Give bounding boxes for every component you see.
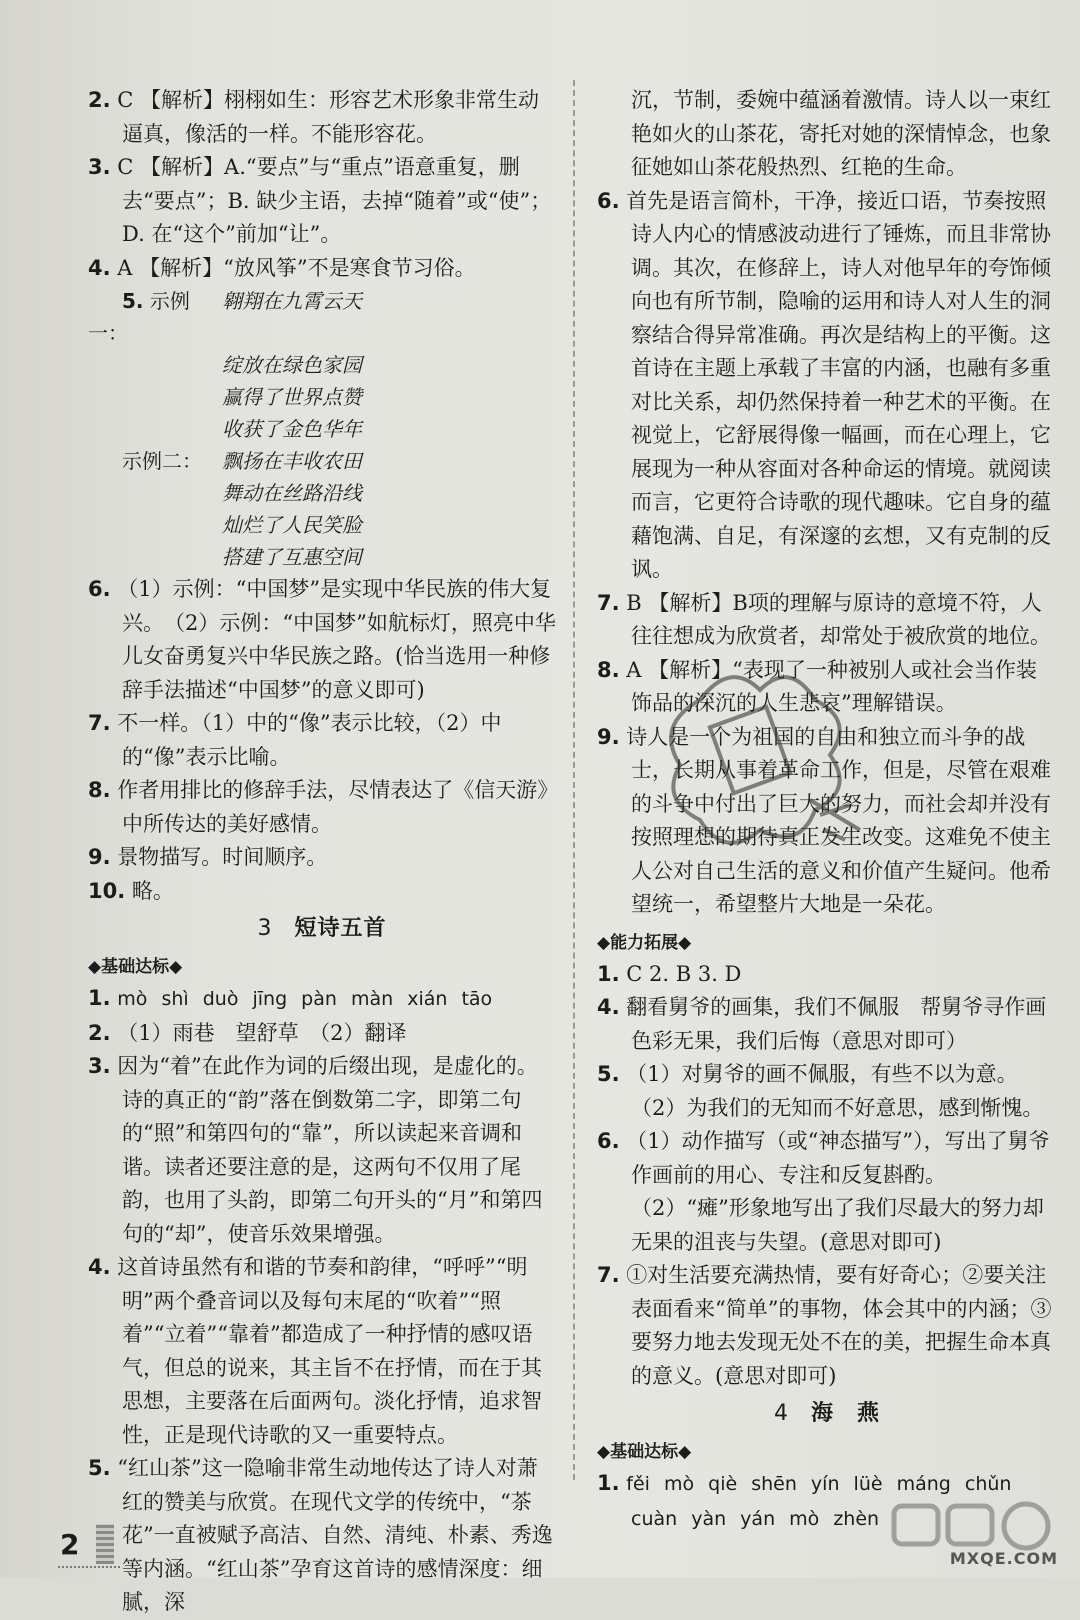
- answer-8: [88, 774, 556, 841]
- answer-number: 9.: [597, 724, 620, 749]
- poem-line: 绽放在绿色家园: [222, 353, 362, 377]
- answer-10: [88, 875, 556, 909]
- example2-label: 示例二：: [122, 449, 202, 473]
- answer-text: 作者用排比的修辞手法，尽情表达了《信天游》中所传达的美好感情。: [117, 778, 548, 836]
- example1-label: [88, 285, 222, 349]
- continued-answer-5: 沉，节制，委婉中蕴涵着激情。诗人以一束红艳如火的山茶花，寄托对她的深情悼念，也象征她如山茶花般热烈、红艳的生命。: [631, 88, 1051, 179]
- answer-number: 4.: [88, 255, 111, 280]
- answer-number: 10.: [88, 878, 126, 903]
- answer-number: 3.: [88, 1054, 111, 1078]
- section-title-3: [88, 914, 556, 944]
- answer-6: [88, 573, 556, 707]
- watermark-text: MXQE.COM: [949, 1549, 1058, 1568]
- answer-number: 5.: [122, 289, 144, 313]
- answer-number: 1.: [597, 1471, 620, 1495]
- basic-answer-4: [88, 1251, 556, 1452]
- answer-text: 这首诗虽然有和谐的节奏和韵律，“呼呼”“明明”两个叠音词以及每句末尾的“吹着”“照着”“立着”“靠着”都造成了一种抒情的感叹语气，但总的说来，其主旨不在抒情，而在于其思想，主要落在后面两句。淡化抒情，追求智性，正是现代诗歌的又一重要特点。: [117, 1255, 542, 1447]
- watermark-logo: [886, 1500, 1066, 1572]
- pinyin-text: cuàn yàn yán mò zhèn: [631, 1507, 880, 1530]
- ink-stamp-icon: [640, 640, 880, 870]
- answer-text: 诗人是一个为祖国的自由和独立而斗争的战士，长期从事着革命工作，但是，尽管在艰难的斗争中付出了巨大的努力，而社会却并没有按照理想的期待真正发生改变。这难免不使主人公对自己生活的意义和价值产生疑问。他希望统一，希望整片大地是一朵花。: [626, 724, 1051, 916]
- answer-number: 1.: [88, 986, 111, 1010]
- ability-section-heading: ◆能力拓展◆: [597, 932, 692, 953]
- answer-number: 7.: [88, 711, 111, 735]
- answer-text: （1）动作描写（或“神态描写”），写出了舅爷作画前的用心、专注和反复斟酌。 （2）“瘫”形象地写出了我们尽最大的努力却无果的沮丧与失望。(意思对即可): [626, 1129, 1050, 1254]
- example-label-text: 示例一：: [88, 289, 190, 345]
- answer-6-right: [597, 185, 1057, 587]
- basic-section-heading: ◆基础达标◆: [88, 957, 183, 977]
- answer-text: 首先是语言简朴，干净，接近口语，节奏按照诗人内心的情感波动进行了锤炼，而且非常协调。其次，在修辞上，诗人对他早年的夸饰倾向也有所节制，隐喻的运用和诗人对人生的洞察结合得异常准确。再次是结构上的平衡。这首诗在主题上承载了丰富的内涵，也融有多重对比关系，却仍然保持着一种艺术的平衡。在视觉上，它舒展得像一幅画，而在心理上，它展现为一种从容面对各种命运的情境。就阅读而言，它更符合诗歌的现代趣味。它自身的蕴藉饱满、自足，有深邃的玄想，又有克制的反讽。: [626, 188, 1051, 581]
- poem-line: 搭建了互惠空间: [222, 545, 362, 569]
- pinyin-text: fěi mò qiè shēn yín lüè máng chǔn: [626, 1473, 1012, 1495]
- basic-section-heading-4: ◆基础达标◆: [597, 1442, 692, 1462]
- page-number: 2: [60, 1528, 80, 1561]
- answer-number: 4.: [597, 995, 620, 1019]
- answer-number: 7.: [597, 1263, 620, 1287]
- basic-answer-1: [88, 982, 556, 1017]
- poem-line: 飘扬在丰收农田: [222, 449, 362, 473]
- answer-text: 略。: [131, 878, 174, 903]
- haiyan-answer-1: [597, 1467, 1057, 1502]
- answer-text: ①对生活要充满热情，要有好奇心；②要关注表面看来“简单”的事物，体会其中的内涵；③要努力地去发现无处不在的美，把握生命本真的意义。(意思对即可): [626, 1263, 1052, 1388]
- ability-answer-7: [597, 1259, 1057, 1393]
- answer-3: [88, 151, 556, 252]
- basic-answer-3: [88, 1050, 556, 1251]
- answer-number: 6.: [597, 1129, 620, 1153]
- ability-answer-6: [597, 1125, 1057, 1259]
- answer-number: 9.: [88, 845, 111, 869]
- section-name: 短诗五首: [294, 916, 387, 941]
- answer-number: 3.: [88, 155, 111, 179]
- answer-text: 景物描写。时间顺序。: [117, 845, 328, 869]
- answer-number: 1.: [597, 961, 620, 986]
- answer-2: [88, 84, 556, 151]
- answer-text: 翻看舅爷的画集，我们不佩服 帮舅爷寻作画色彩无果，我们后悔（意思对即可）: [626, 995, 1047, 1053]
- answer-number: 4.: [88, 1255, 111, 1279]
- ability-answer-4: [597, 991, 1057, 1058]
- section-number: 4: [773, 1401, 789, 1426]
- answer-text: C 【解析】A.“要点”与“重点”语意重复，删去“要点”；B. 缺少主语，去掉“随着”或“使”；D. 在“这个”前加“让”。: [117, 155, 552, 246]
- answer-number: 5.: [88, 1456, 111, 1480]
- ability-answer-1: [597, 958, 1057, 992]
- answer-text: B 【解析】B项的理解与原诗的意境不符，人往往想成为欣赏者，却常处于被欣赏的地位。: [626, 590, 1051, 648]
- answer-number: 6.: [597, 188, 620, 213]
- answer-text: （1）雨巷 望舒草 （2）翻译: [117, 1020, 407, 1045]
- answer-number: 2.: [88, 1020, 111, 1045]
- answer-9: [88, 841, 556, 875]
- answer-text: 因为“着”在此作为词的后缀出现，是虚化的。诗的真正的“韵”落在倒数第二字，即第二句的“照”和第四句的“靠”，所以读起来音调和谐。读者还要注意的是，这两句不仅用了尾韵，也用了头韵，即第二句开头的“月”和第四句的“却”，使音乐效果增强。: [117, 1054, 543, 1246]
- answer-7: [88, 707, 556, 774]
- answer-4: [88, 252, 556, 286]
- section-title-4: [597, 1399, 1057, 1429]
- column-divider: [573, 80, 575, 1480]
- answer-text: A 【解析】“放风筝”不是寒食节习俗。: [117, 255, 476, 280]
- answer-number: 2.: [88, 88, 111, 112]
- answer-number: 5.: [597, 1062, 620, 1086]
- poem-line: 灿烂了人民笑脸: [222, 513, 362, 537]
- section-name: 海 燕: [810, 1401, 880, 1426]
- answer-text: “红山茶”这一隐喻非常生动地传达了诗人对萧红的赞美与欣赏。在现代文学的传统中，“茶花”一直被赋予高洁、自然、清纯、朴素、秀逸等内涵。“红山茶”孕育这首诗的感情深度：细腻，深: [117, 1456, 553, 1614]
- answer-text: C 【解析】栩栩如生：形容艺术形象非常生动逼真，像活的一样。不能形容花。: [117, 88, 540, 146]
- ability-answer-5: [597, 1058, 1057, 1125]
- answer-5: [88, 285, 556, 573]
- poem-line: 收获了金色华年: [222, 417, 362, 441]
- answer-number: 8.: [597, 657, 620, 682]
- pinyin-text: mò shì duò jīng pàn màn xián tāo: [117, 988, 493, 1010]
- answer-text: （1）示例：“中国梦”是实现中华民族的伟大复兴。 （2）示例：“中国梦”如航标灯，照亮中华儿女奋勇复兴中华民族之路。(恰当选用一种修辞手法描述“中国梦”的意义即可): [117, 577, 556, 702]
- answer-text: C 2. B 3. D: [626, 961, 742, 986]
- poem-line: 舞动在丝路沿线: [222, 481, 362, 505]
- basic-answer-2: [88, 1017, 556, 1051]
- answer-text: 不一样。（1）中的“像”表示比较，（2）中的“像”表示比喻。: [117, 711, 502, 769]
- left-column: [88, 84, 556, 1620]
- section-number: 3: [257, 916, 273, 941]
- page-edge-bar: [96, 1524, 114, 1564]
- answer-number: 7.: [597, 590, 620, 615]
- answer-text: A 【解析】“表现了一种被别人或社会当作装饰品的深沉的人生悲哀”理解错误。: [626, 657, 1037, 715]
- poem-line: 翱翔在九霄云天: [222, 289, 362, 313]
- answer-number: 6.: [88, 577, 111, 601]
- answer-number: 8.: [88, 778, 111, 802]
- footer-dotted-line: [58, 1566, 120, 1568]
- basic-answer-5: [88, 1452, 556, 1620]
- answer-text: （1）对舅爷的画不佩服，有些不以为意。 （2）为我们的无知而不好意思，感到惭愧。: [626, 1062, 1044, 1120]
- poem-line: 赢得了世界点赞: [222, 385, 362, 409]
